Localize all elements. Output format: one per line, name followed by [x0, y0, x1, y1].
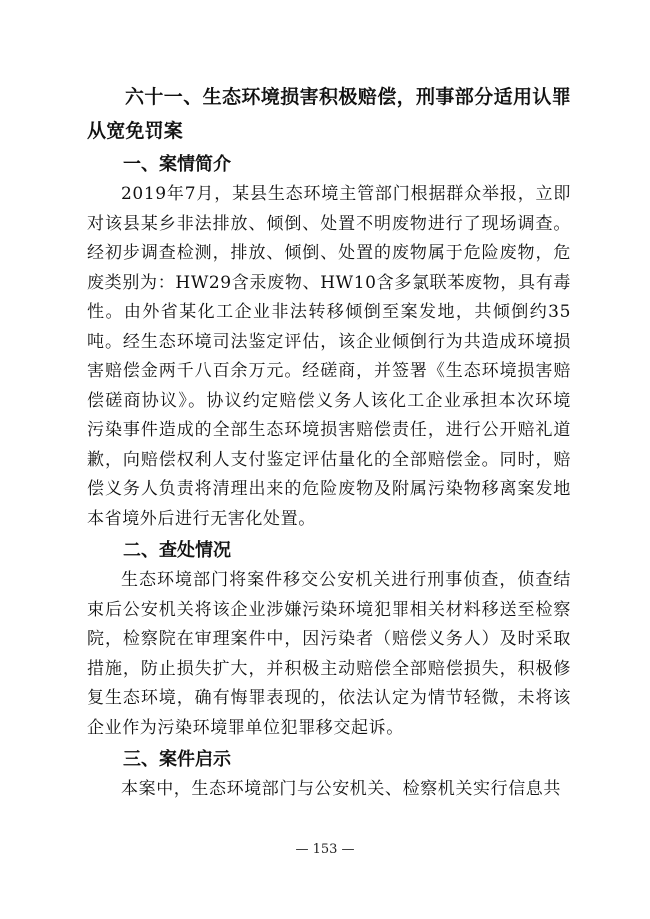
document-body: [87, 80, 571, 805]
case-title: 六十一、生态环境损害积极赔偿，刑事部分适用认罪从宽免罚案: [87, 86, 571, 142]
paragraph-investigation: 生态环境部门将案件移交公安机关进行刑事侦查，侦查结束后公安机关将该企业涉嫌污染环境犯罪相关材料移送至检察院，检察院在审理案件中，因污染者（赔偿义务人）及时采取措施，防止损失扩大，并积极主动赔偿全部赔偿损失，积极修复生态环境，确有悔罪表现的，依法认定为情节轻微，未将该企业作为污染环境罪单位犯罪移交起诉。: [87, 570, 571, 738]
page-number: — 153 —: [295, 842, 355, 857]
section-heading-investigation: 二、查处情况: [123, 540, 231, 561]
paragraph-case-summary: 2019年7月，某县生态环境主管部门根据群众举报，立即对该县某乡非法排放、倾倒、处置不明废物进行了现场调查。经初步调查检测，排放、倾倒、处置的废物属于危险废物，危废类别为：HW29含汞废物、HW10含多氯联苯废物，具有毒性。由外省某化工企业非法转移倾倒至案发地，共倾倒约35吨。经生态环境司法鉴定评估，该企业倾倒行为共造成环境损害赔偿金两千八百余万元。经磋商，并签署《生态环境损害赔偿磋商协议》。协议约定赔偿义务人该化工企业承担本次环境污染事件造成的全部生态环境损害赔偿责任，进行公开赔礼道歉，向赔偿权利人支付鉴定评估量化的全部赔偿金。同时，赔偿义务人负责将清理出来的危险废物及附属污染物移离案发地本省境外后进行无害化处置。: [87, 184, 571, 529]
section-heading-case-insights: 三、案件启示: [123, 749, 231, 770]
section-heading-case-summary: 一、案情简介: [123, 154, 231, 175]
paragraph-case-insights: 本案中，生态环境部门与公安机关、检察机关实行信息共: [121, 779, 561, 799]
